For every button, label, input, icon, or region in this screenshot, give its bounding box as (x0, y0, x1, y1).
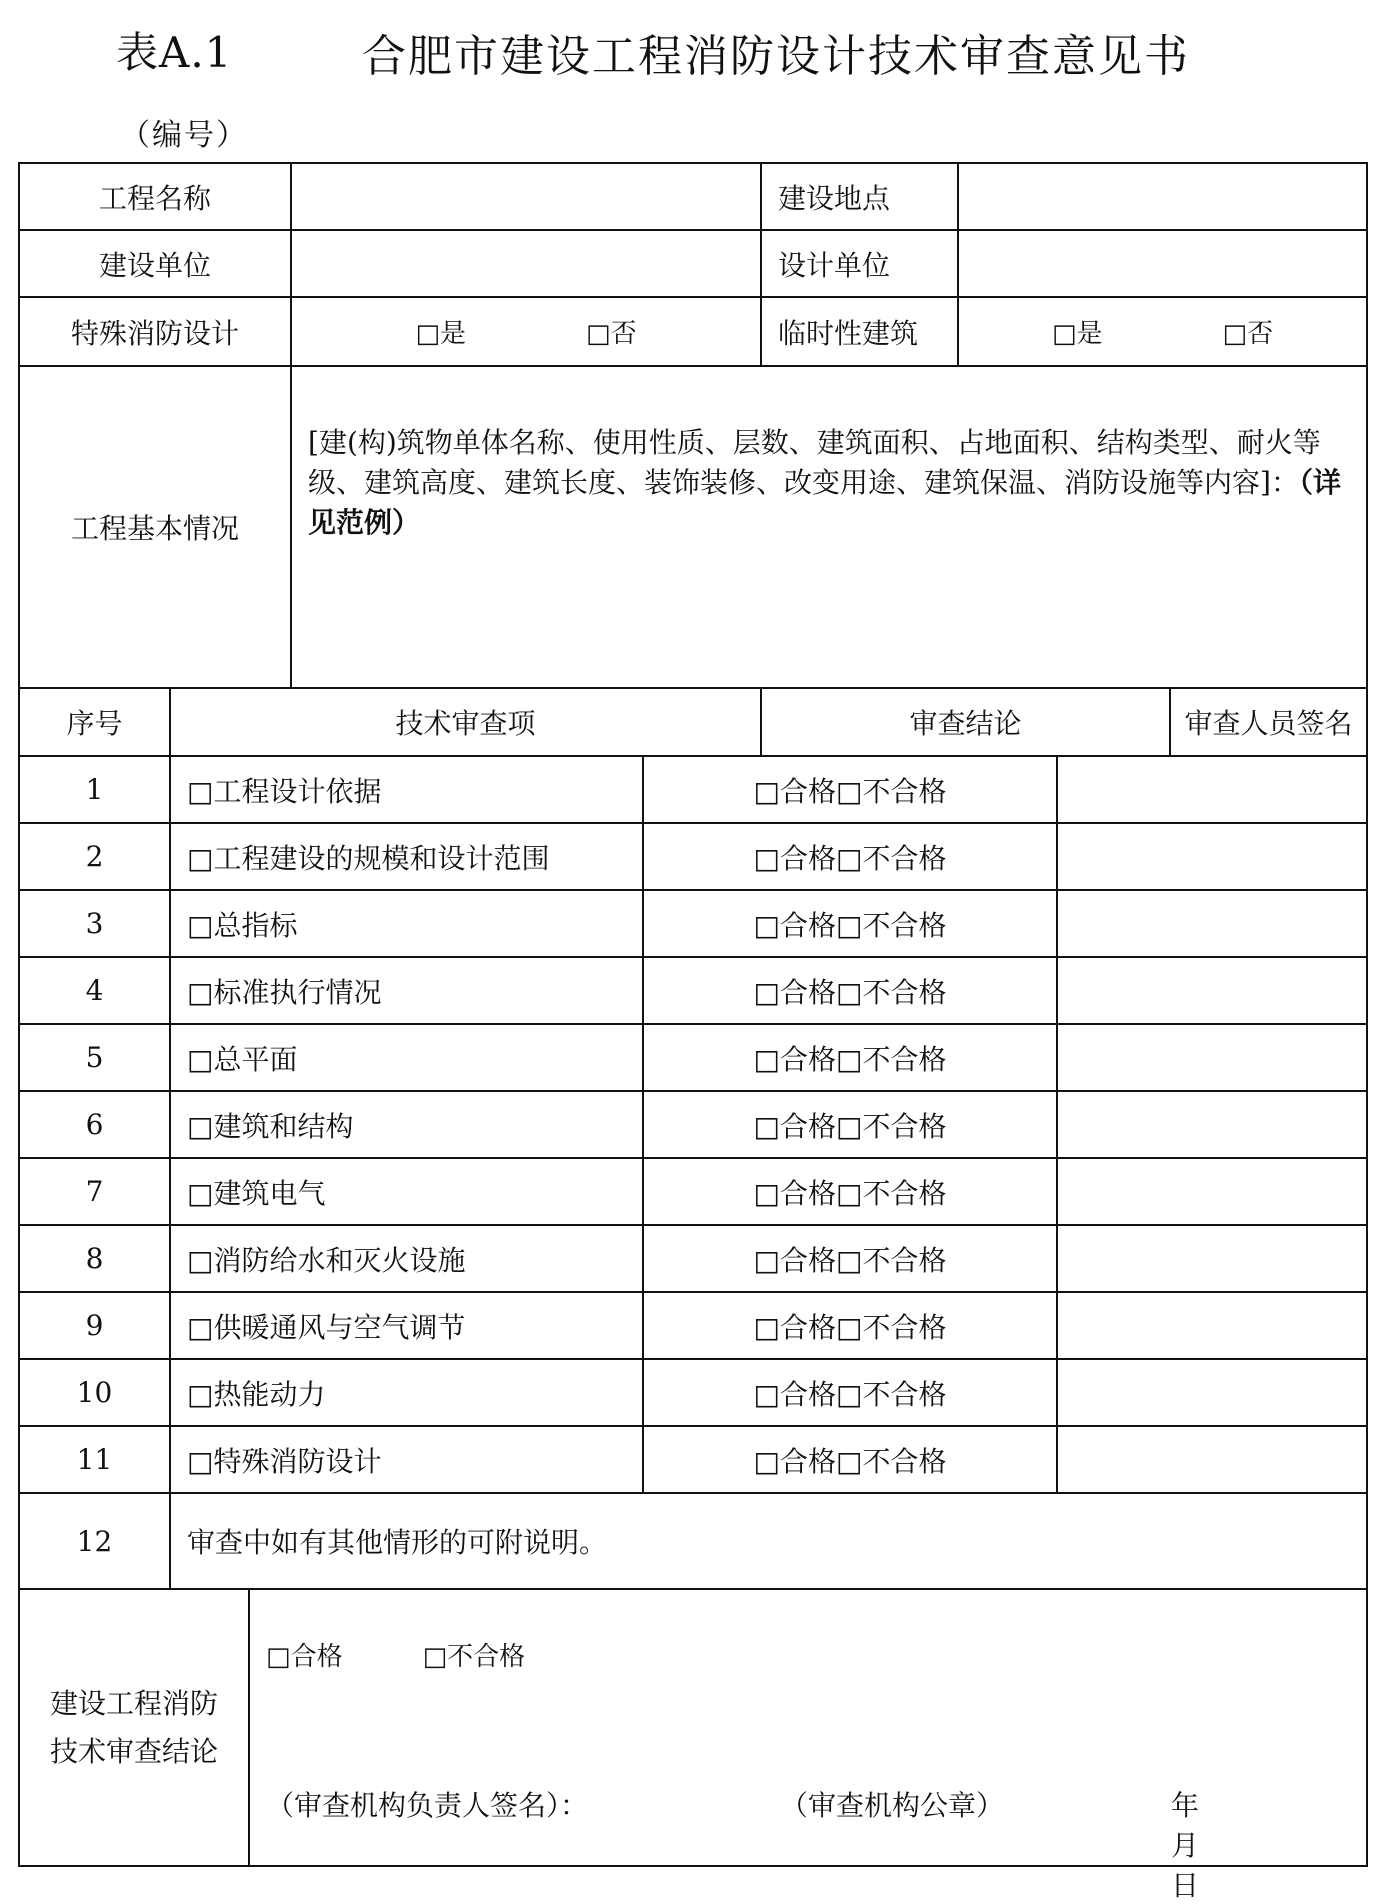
review-row-no: 7 (19, 1158, 170, 1225)
designer-label: 设计单位 (761, 230, 958, 297)
review-row-no: 6 (19, 1091, 170, 1158)
basic-situation-content[interactable] (291, 366, 1367, 688)
review-row (19, 1426, 1367, 1493)
temporary-yes-checkbox[interactable]: □是 (1051, 319, 1103, 349)
basic-situation-description: [建(构)筑物单体名称、使用性质、层数、建筑面积、占地面积、结构类型、耐火等级、建筑高度、建筑长度、装饰装修、改变用途、建筑保温、消防设施等内容]： (308, 426, 1321, 499)
temporary-no-checkbox[interactable]: □否 (1222, 319, 1274, 349)
review-row (19, 1024, 1367, 1091)
review-row-no: 11 (19, 1426, 170, 1493)
review-item-checkbox[interactable]: □热能动力 (170, 1359, 643, 1426)
review-result-options[interactable]: □合格□不合格 (643, 1292, 1057, 1359)
document-title: 合肥市建设工程消防设计技术审查意见书 (362, 31, 1190, 82)
review-result-options[interactable]: □合格□不合格 (643, 1359, 1057, 1426)
builder-label: 建设单位 (19, 230, 291, 297)
review-result-options[interactable]: □合格□不合格 (643, 823, 1057, 890)
note-text[interactable]: 审查中如有其他情形的可附说明。 (170, 1493, 1367, 1589)
review-row-no: 9 (19, 1292, 170, 1359)
location-label: 建设地点 (761, 163, 958, 230)
review-row (19, 1359, 1367, 1426)
review-header-row (19, 688, 1367, 756)
review-item-checkbox[interactable]: □工程设计依据 (170, 756, 643, 823)
temporary-building-label: 临时性建筑 (761, 297, 958, 366)
review-item-checkbox[interactable]: □消防给水和灭火设施 (170, 1225, 643, 1292)
review-row (19, 1225, 1367, 1292)
review-form (18, 162, 1366, 1902)
review-result-options[interactable]: □合格□不合格 (643, 1225, 1057, 1292)
header-no: 序号 (19, 688, 170, 756)
review-row (19, 1292, 1367, 1359)
designer-field[interactable] (958, 230, 1367, 297)
header-reviewer-signature: 审查人员签名 (1170, 688, 1367, 756)
conclusion-pass-checkbox[interactable]: □合格 (266, 1642, 343, 1672)
title-row (0, 14, 1388, 82)
conclusion-label-line2: 技术审查结论 (49, 1734, 218, 1768)
example-note: （详见范例） (308, 466, 1341, 539)
conclusion-label (19, 1589, 249, 1866)
reviewer-signature-field[interactable] (1057, 1426, 1367, 1493)
review-result-options[interactable]: □合格□不合格 (643, 1024, 1057, 1091)
signature-label: （审查机构负责人签名）： (266, 1789, 589, 1822)
reviewer-signature-field[interactable] (1057, 890, 1367, 957)
project-name-field[interactable] (291, 163, 761, 230)
note-row-no: 12 (19, 1493, 170, 1589)
conclusion-content (249, 1589, 1367, 1902)
review-row (19, 1091, 1367, 1158)
basic-situation-row (19, 366, 1367, 688)
review-item-checkbox[interactable]: □工程建设的规模和设计范围 (170, 823, 643, 890)
review-item-checkbox[interactable]: □供暖通风与空气调节 (170, 1292, 643, 1359)
review-row (19, 890, 1367, 957)
special-design-row (19, 297, 1367, 366)
review-row-no: 8 (19, 1225, 170, 1292)
special-design-label: 特殊消防设计 (19, 297, 291, 366)
reviewer-signature-field[interactable] (1057, 1091, 1367, 1158)
reviewer-signature-field[interactable] (1057, 1158, 1367, 1225)
table-code: 表A.1 (116, 28, 233, 77)
conclusion-row (19, 1589, 1367, 1866)
review-row-no: 5 (19, 1024, 170, 1091)
reviewer-signature-field[interactable] (1057, 957, 1367, 1024)
reviewer-signature-field[interactable] (1057, 1225, 1367, 1292)
review-row-no: 1 (19, 756, 170, 823)
special-design-options (291, 297, 761, 366)
basic-situation-label: 工程基本情况 (19, 366, 291, 688)
review-result-options[interactable]: □合格□不合格 (643, 1158, 1057, 1225)
review-result-options[interactable]: □合格□不合格 (643, 1426, 1057, 1493)
conclusion-table (18, 1588, 1368, 1902)
review-item-checkbox[interactable]: □特殊消防设计 (170, 1426, 643, 1493)
review-item-checkbox[interactable]: □建筑电气 (170, 1158, 643, 1225)
review-item-checkbox[interactable]: □建筑和结构 (170, 1091, 643, 1158)
serial-number-label: （编号） (120, 118, 248, 153)
review-rows (19, 756, 1367, 1589)
note-row (19, 1493, 1367, 1589)
conclusion-label-line1: 建设工程消防 (49, 1686, 218, 1720)
review-item-checkbox[interactable]: □标准执行情况 (170, 957, 643, 1024)
conclusion-options (266, 1636, 525, 1673)
builder-row (19, 230, 1367, 297)
special-design-yes-checkbox[interactable]: □是 (415, 319, 467, 349)
seal-label: （审查机构公章） (780, 1789, 1005, 1822)
day-label: 日 (1170, 1869, 1199, 1902)
review-items-table (18, 755, 1368, 1590)
reviewer-signature-field[interactable] (1057, 756, 1367, 823)
review-result-options[interactable]: □合格□不合格 (643, 957, 1057, 1024)
review-row (19, 823, 1367, 890)
review-row-no: 4 (19, 957, 170, 1024)
review-row (19, 756, 1367, 823)
header-result: 审查结论 (761, 688, 1170, 756)
reviewer-signature-field[interactable] (1057, 1024, 1367, 1091)
review-item-checkbox[interactable]: □总平面 (170, 1024, 643, 1091)
month-label: 月 (1170, 1829, 1199, 1862)
review-result-options[interactable]: □合格□不合格 (643, 1091, 1057, 1158)
review-row (19, 957, 1367, 1024)
reviewer-signature-field[interactable] (1057, 1292, 1367, 1359)
review-result-options[interactable]: □合格□不合格 (643, 756, 1057, 823)
year-label: 年 (1170, 1789, 1199, 1822)
builder-field[interactable] (291, 230, 761, 297)
review-result-options[interactable]: □合格□不合格 (643, 890, 1057, 957)
date-fields (1140, 1784, 1366, 1904)
location-field[interactable] (958, 163, 1367, 230)
conclusion-fail-checkbox[interactable]: □不合格 (422, 1642, 526, 1672)
reviewer-signature-field[interactable] (1057, 1359, 1367, 1426)
form-table (18, 162, 1368, 757)
temporary-building-options (958, 297, 1367, 366)
project-name-label: 工程名称 (19, 163, 291, 230)
review-row-no: 2 (19, 823, 170, 890)
review-row-no: 3 (19, 890, 170, 957)
reviewer-signature-field[interactable] (1057, 823, 1367, 890)
review-item-checkbox[interactable]: □总指标 (170, 890, 643, 957)
header-review-item: 技术审查项 (170, 688, 761, 756)
review-row (19, 1158, 1367, 1225)
project-name-row (19, 163, 1367, 230)
review-row-no: 10 (19, 1359, 170, 1426)
special-design-no-checkbox[interactable]: □否 (586, 319, 637, 349)
